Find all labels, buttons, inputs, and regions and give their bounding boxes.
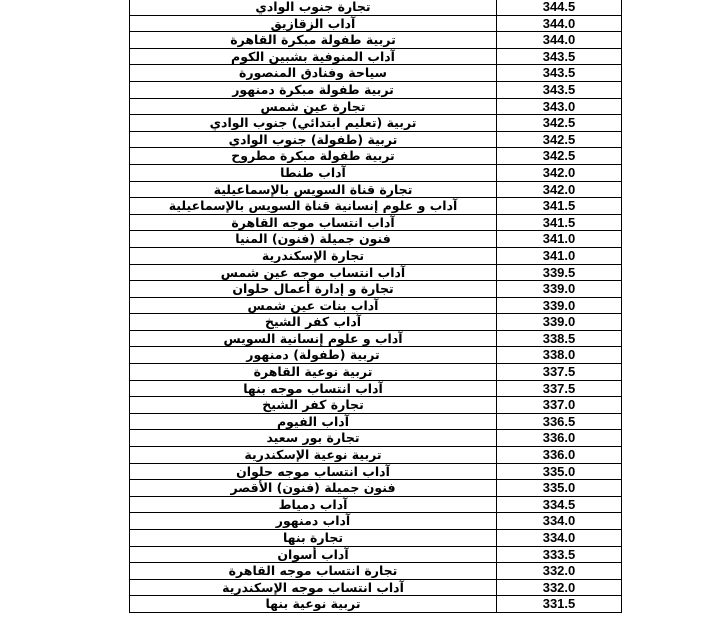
faculty-name-cell: تربية (طفولة) جنوب الوادي [130, 131, 497, 148]
table-row [130, 198, 622, 215]
score-cell: 344.5 [497, 0, 622, 15]
faculty-name-cell: آداب انتساب موجه حلوان [130, 463, 497, 480]
faculty-name-cell: آداب بنات عين شمس [130, 297, 497, 314]
score-cell: 332.0 [497, 563, 622, 580]
faculty-name-cell: سياحة وفنادق المنصورة [130, 65, 497, 82]
score-cell: 336.0 [497, 447, 622, 464]
faculty-name-cell: تجارة انتساب موجه القاهرة [130, 563, 497, 580]
table-row [130, 65, 622, 82]
score-cell: 338.5 [497, 330, 622, 347]
table-row [130, 397, 622, 414]
faculty-name-cell: آداب انتساب موجه القاهرة [130, 214, 497, 231]
score-cell: 341.5 [497, 198, 622, 215]
score-cell: 341.5 [497, 214, 622, 231]
faculty-name-cell: فنون جميلة (فنون) الأقصر [130, 480, 497, 497]
table-row [130, 546, 622, 563]
faculty-name-cell: تجارة الإسكندرية [130, 247, 497, 264]
table-row [130, 264, 622, 281]
faculty-name-cell: تجارة جنوب الوادي [130, 0, 497, 15]
score-cell: 336.0 [497, 430, 622, 447]
faculty-name-cell: تربية طفولة مبكرة دمنهور [130, 81, 497, 98]
score-cell: 343.5 [497, 81, 622, 98]
score-cell: 336.5 [497, 413, 622, 430]
table-row [130, 347, 622, 364]
scores-table [129, 0, 622, 613]
score-cell: 334.0 [497, 513, 622, 530]
table-row [130, 48, 622, 65]
faculty-name-cell: آداب دمياط [130, 496, 497, 513]
faculty-name-cell: تربية (طفولة) دمنهور [130, 347, 497, 364]
faculty-name-cell: آداب المنوفية بشبين الكوم [130, 48, 497, 65]
score-cell: 339.0 [497, 297, 622, 314]
score-cell: 334.5 [497, 496, 622, 513]
table-row [130, 596, 622, 613]
faculty-name-cell: آداب انتساب موجه بنها [130, 380, 497, 397]
score-cell: 343.5 [497, 48, 622, 65]
table-row [130, 330, 622, 347]
faculty-name-cell: آداب كفر الشيخ [130, 314, 497, 331]
faculty-name-cell: آداب دمنهور [130, 513, 497, 530]
faculty-name-cell: فنون جميلة (فنون) المنيا [130, 231, 497, 248]
score-cell: 344.0 [497, 15, 622, 32]
table-row [130, 214, 622, 231]
table-row [130, 297, 622, 314]
score-cell: 337.5 [497, 364, 622, 381]
scores-table-body [130, 0, 622, 612]
table-row [130, 463, 622, 480]
table-row [130, 480, 622, 497]
score-cell: 342.5 [497, 131, 622, 148]
faculty-name-cell: تربية نوعية القاهرة [130, 364, 497, 381]
score-cell: 339.0 [497, 314, 622, 331]
faculty-name-cell: تربية طفولة مبكرة مطروح [130, 148, 497, 165]
faculty-name-cell: تربية (تعليم ابتدائي) جنوب الوادي [130, 115, 497, 132]
faculty-name-cell: آداب أسوان [130, 546, 497, 563]
score-cell: 332.0 [497, 579, 622, 596]
faculty-name-cell: تجارة قناة السويس بالإسماعيلية [130, 181, 497, 198]
score-cell: 342.5 [497, 148, 622, 165]
table-row [130, 447, 622, 464]
score-cell: 342.0 [497, 164, 622, 181]
faculty-name-cell: تربية طفولة مبكرة القاهرة [130, 32, 497, 49]
faculty-name-cell: آداب انتساب موجه عين شمس [130, 264, 497, 281]
table-row [130, 15, 622, 32]
table-row [130, 380, 622, 397]
faculty-name-cell: تربية نوعية بنها [130, 596, 497, 613]
table-row [130, 247, 622, 264]
score-cell: 334.0 [497, 530, 622, 547]
table-row [130, 0, 622, 15]
faculty-name-cell: آداب الزقازيق [130, 15, 497, 32]
table-row [130, 32, 622, 49]
score-cell: 333.5 [497, 546, 622, 563]
score-cell: 342.0 [497, 181, 622, 198]
score-cell: 343.5 [497, 65, 622, 82]
faculty-name-cell: تجارة و إدارة أعمال حلوان [130, 281, 497, 298]
score-cell: 337.0 [497, 397, 622, 414]
table-row [130, 513, 622, 530]
table-row [130, 164, 622, 181]
score-cell: 341.0 [497, 231, 622, 248]
table-row [130, 81, 622, 98]
faculty-name-cell: آداب و علوم إنسانية السويس [130, 330, 497, 347]
table-row [130, 530, 622, 547]
faculty-name-cell: تجارة بنها [130, 530, 497, 547]
table-row [130, 98, 622, 115]
faculty-name-cell: آداب طنطا [130, 164, 497, 181]
score-cell: 342.5 [497, 115, 622, 132]
faculty-name-cell: تجارة عين شمس [130, 98, 497, 115]
faculty-name-cell: تربية نوعية الإسكندرية [130, 447, 497, 464]
score-cell: 339.5 [497, 264, 622, 281]
faculty-name-cell: آداب الفيوم [130, 413, 497, 430]
table-row [130, 430, 622, 447]
score-cell: 337.5 [497, 380, 622, 397]
table-row [130, 131, 622, 148]
table-row [130, 496, 622, 513]
score-cell: 343.0 [497, 98, 622, 115]
score-cell: 335.0 [497, 480, 622, 497]
table-row [130, 181, 622, 198]
score-cell: 331.5 [497, 596, 622, 613]
table-row [130, 364, 622, 381]
score-cell: 341.0 [497, 247, 622, 264]
table-row [130, 115, 622, 132]
table-row [130, 563, 622, 580]
score-cell: 335.0 [497, 463, 622, 480]
table-row [130, 281, 622, 298]
table-row [130, 413, 622, 430]
score-cell: 338.0 [497, 347, 622, 364]
faculty-name-cell: تجارة بور سعيد [130, 430, 497, 447]
table-row [130, 231, 622, 248]
table-row [130, 314, 622, 331]
table-row [130, 579, 622, 596]
score-cell: 344.0 [497, 32, 622, 49]
table-row [130, 148, 622, 165]
faculty-name-cell: تجارة كفر الشيخ [130, 397, 497, 414]
score-cell: 339.0 [497, 281, 622, 298]
faculty-name-cell: آداب و علوم إنسانية قناة السويس بالإسماعيلية [130, 198, 497, 215]
faculty-name-cell: آداب انتساب موجه الإسكندرية [130, 579, 497, 596]
